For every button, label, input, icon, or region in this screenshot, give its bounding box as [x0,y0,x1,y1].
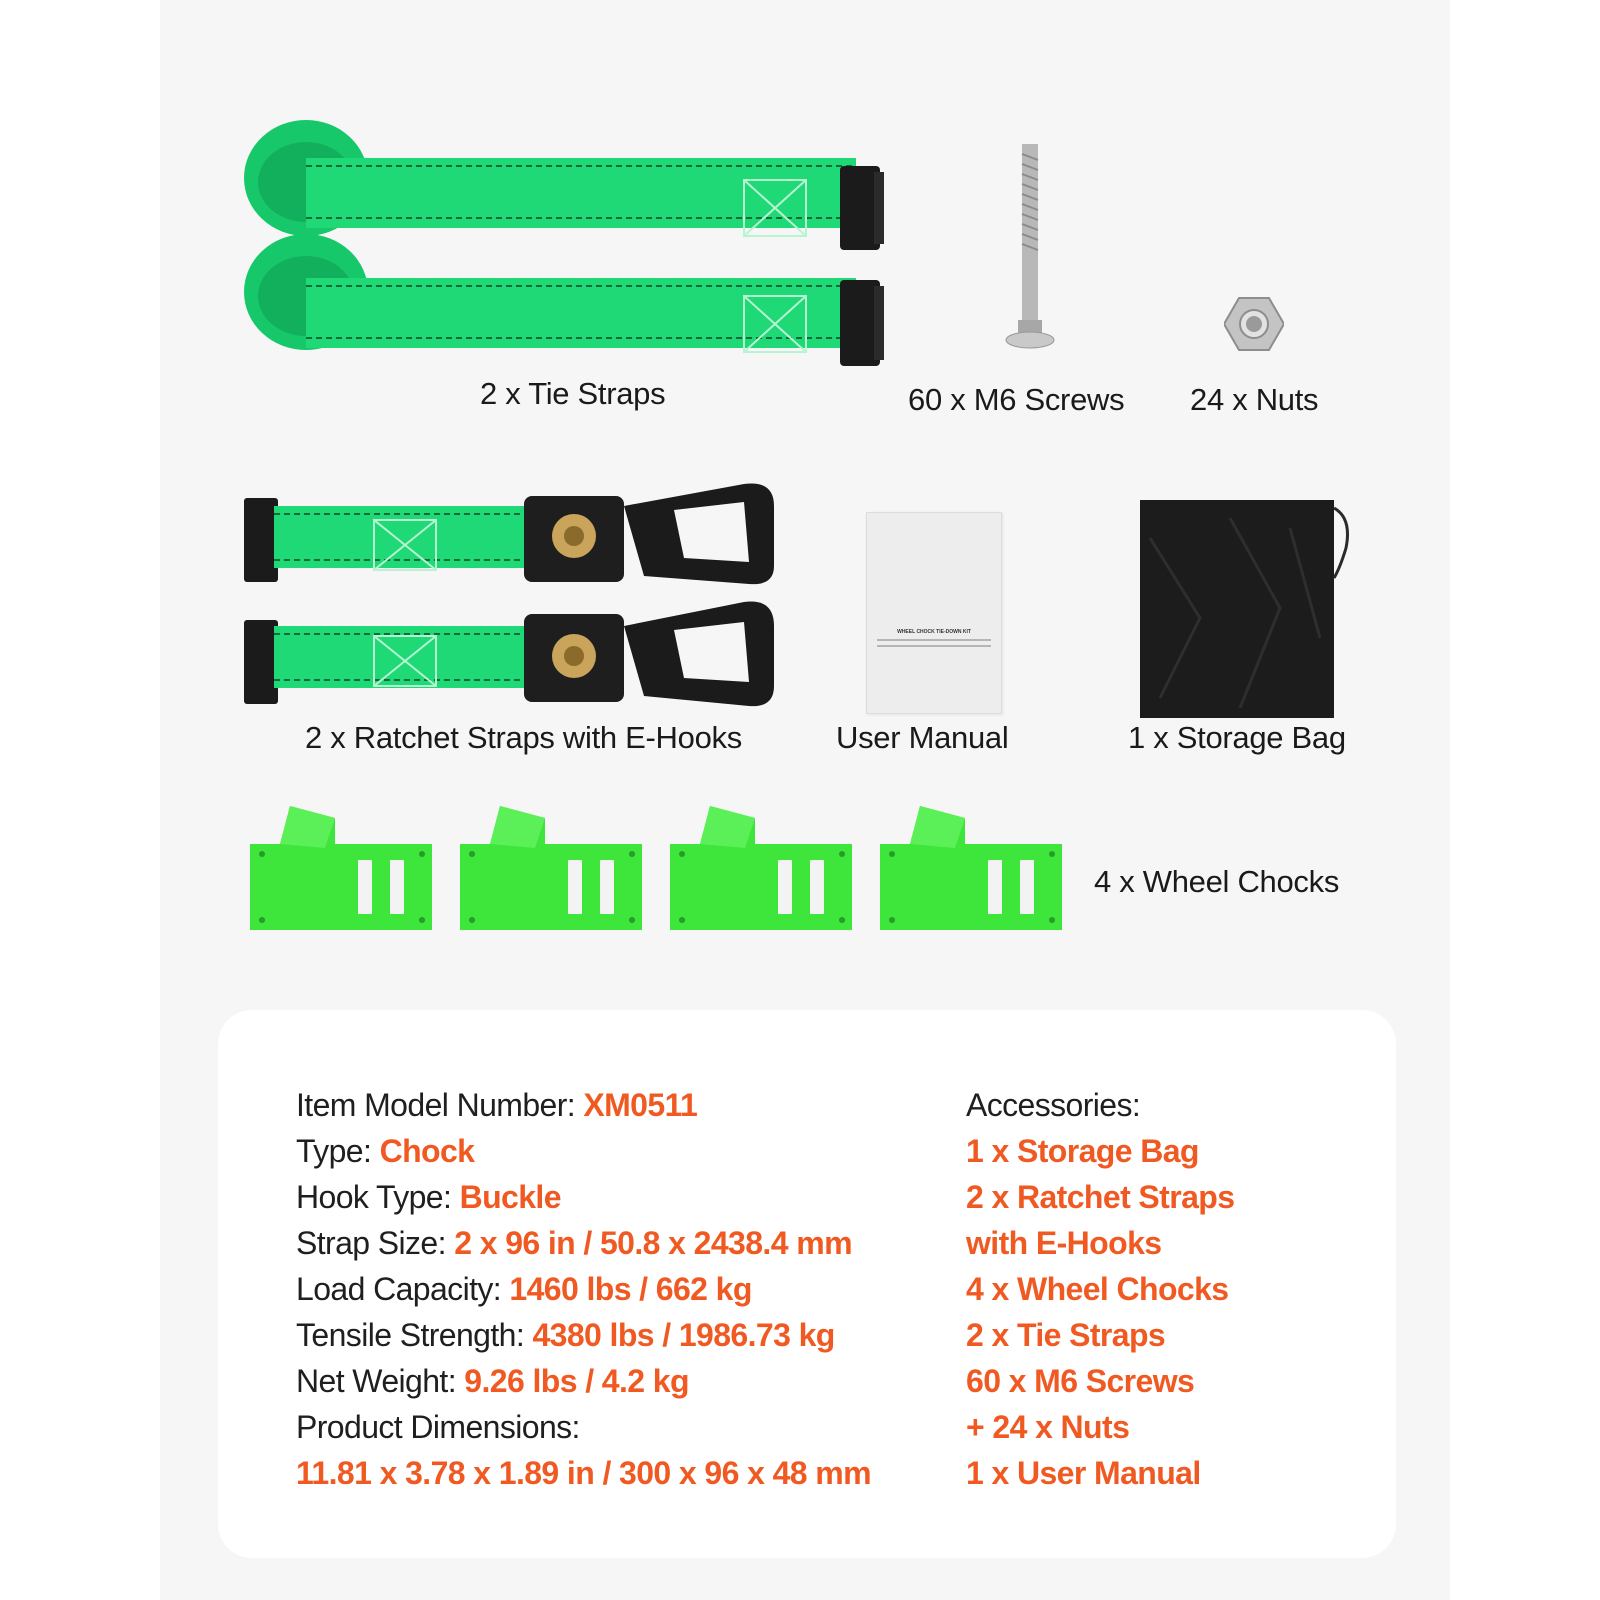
storage-bag-image [1140,498,1360,720]
storage-bag-label: 1 x Storage Bag [1128,720,1346,755]
accessory-item: 1 x User Manual [966,1455,1201,1491]
specs-list [296,1082,906,1496]
screw-image [1000,140,1060,360]
accessory-item: + 24 x Nuts [966,1409,1130,1445]
user-manual-image [866,512,1002,714]
spec-hook-type: Hook Type: Buckle [296,1179,561,1215]
user-manual-label: User Manual [836,720,1009,755]
accessory-item: 4 x Wheel Chocks [966,1271,1229,1307]
accessory-item: with E-Hooks [966,1225,1162,1261]
spec-load-capacity: Load Capacity: 1460 lbs / 662 kg [296,1271,752,1307]
spec-tensile-strength: Tensile Strength: 4380 lbs / 1986.73 kg [296,1317,835,1353]
accessory-item: 1 x Storage Bag [966,1133,1199,1169]
accessory-item: 2 x Tie Straps [966,1317,1166,1353]
accessory-item: 2 x Ratchet Straps [966,1179,1235,1215]
manual-cover-title: WHEEL CHOCK TIE-DOWN KIT [897,629,971,635]
nut-image [1224,296,1284,352]
accessory-item: 60 x M6 Screws [966,1363,1195,1399]
spec-model-number: Item Model Number: XM0511 [296,1087,698,1123]
ratchet-straps-image [244,476,794,716]
screws-label: 60 x M6 Screws [908,382,1125,417]
accessories-title: Accessories: [966,1087,1141,1123]
tie-straps-label: 2 x Tie Straps [480,376,666,411]
spec-dimensions-value: 11.81 x 3.78 x 1.89 in / 300 x 96 x 48 mm [296,1455,871,1491]
tie-straps-image [244,110,904,380]
spec-product-dimensions: Product Dimensions: [296,1409,580,1445]
spec-type: Type: Chock [296,1133,475,1169]
ratchet-straps-label: 2 x Ratchet Straps with E-Hooks [305,720,742,755]
nuts-label: 24 x Nuts [1190,382,1319,417]
wheel-chocks-label: 4 x Wheel Chocks [1094,864,1340,899]
spec-net-weight: Net Weight: 9.26 lbs / 4.2 kg [296,1363,689,1399]
accessories-list [966,1082,1326,1496]
spec-strap-size: Strap Size: 2 x 96 in / 50.8 x 2438.4 mm [296,1225,852,1261]
wheel-chocks-image [250,804,1070,934]
